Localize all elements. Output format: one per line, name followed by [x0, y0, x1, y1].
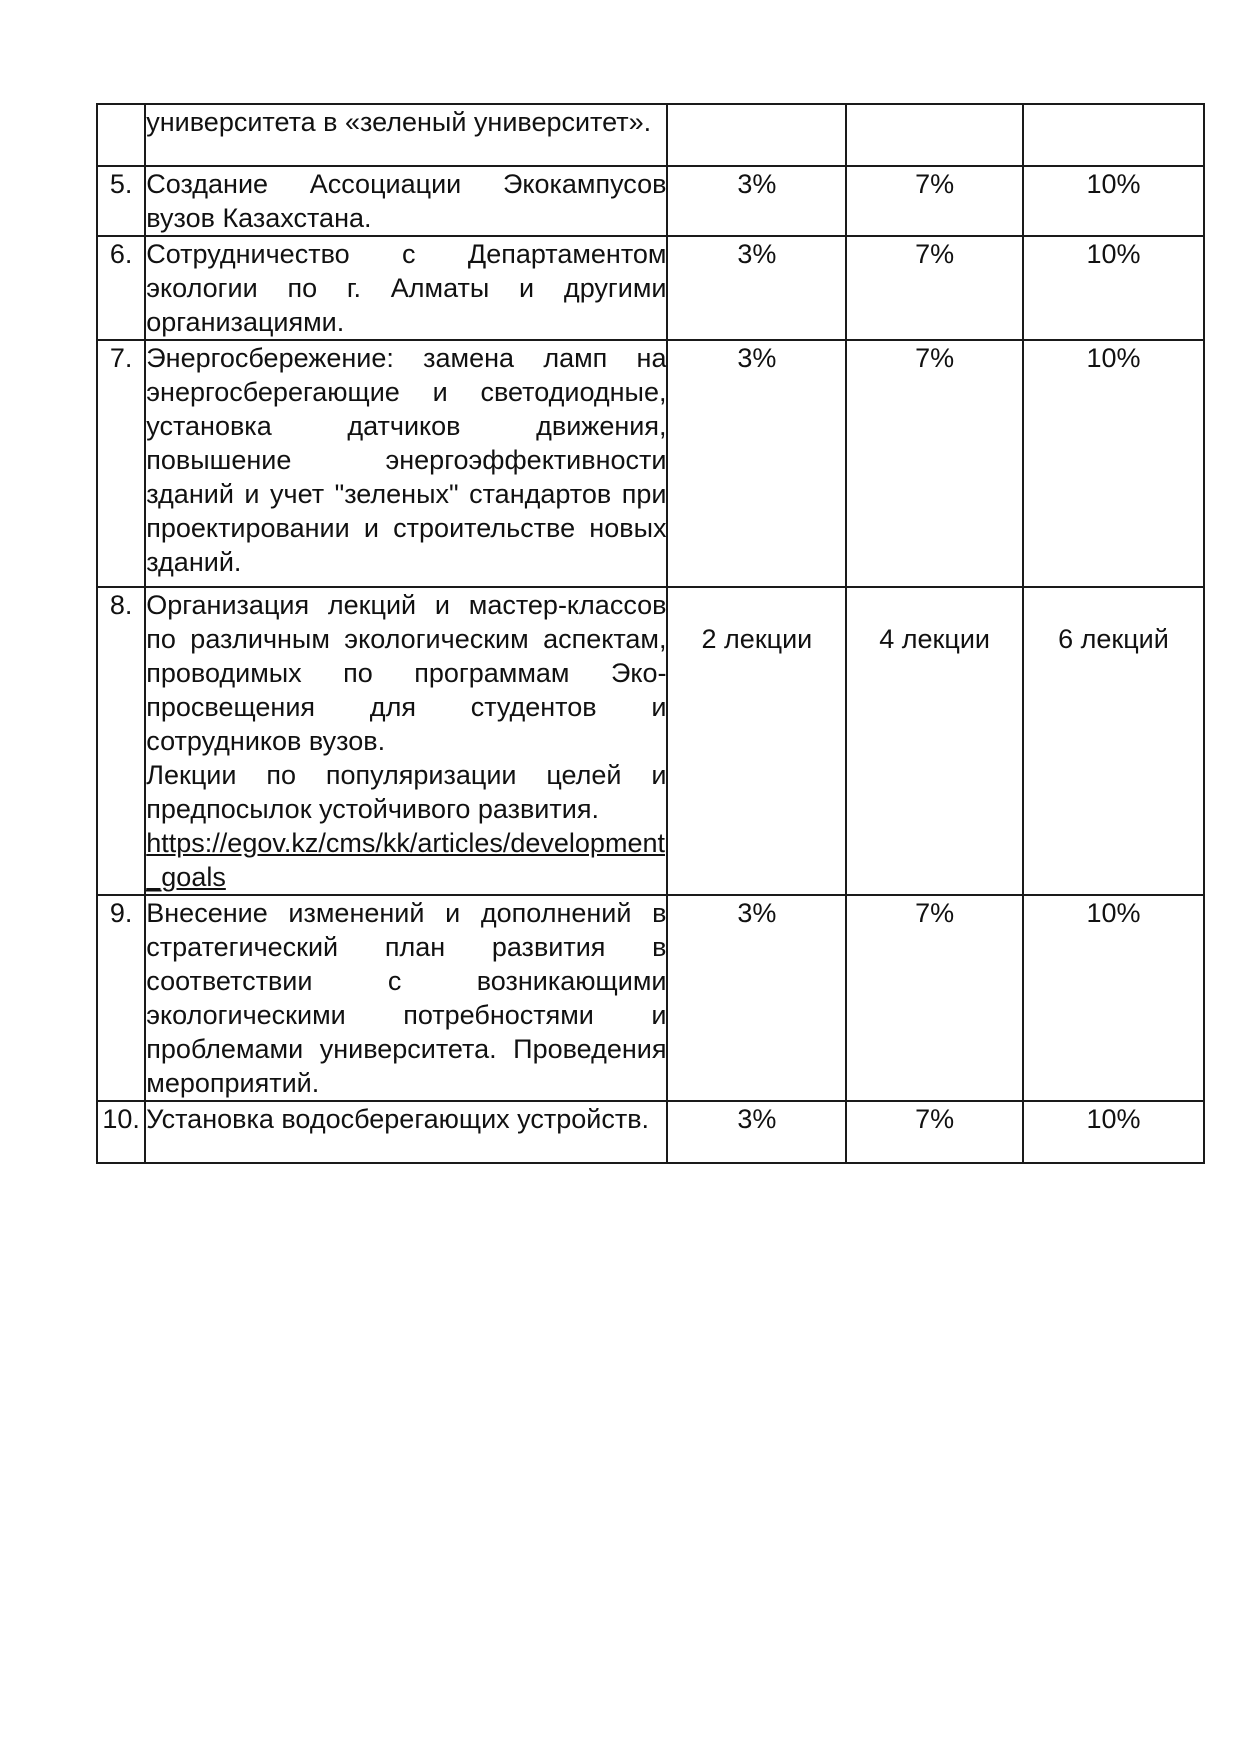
row-number: 10.: [97, 1101, 145, 1163]
row-value-1: 3%: [667, 895, 846, 1101]
row-value-2: 7%: [846, 895, 1023, 1101]
row-value-1: 3%: [667, 340, 846, 587]
row-value-2: 7%: [846, 340, 1023, 587]
row-value-3: [1023, 104, 1204, 166]
table-row: [97, 236, 1204, 340]
row-value-1: 2 лекции: [667, 587, 846, 895]
row-number: 9.: [97, 895, 145, 1101]
table-row: [97, 166, 1204, 236]
row-description: Энергосбережение: замена ламп на энергосберегающие и светодиодные, установка датчиков движения, повышение энергоэффективности зданий и учет "зеленых" стандартов при проектировании и строительстве новых зданий.: [145, 340, 667, 587]
table-row: [97, 340, 1204, 587]
row-description: [145, 587, 667, 895]
row-number: 7.: [97, 340, 145, 587]
row-description: Установка водосберегающих устройств.: [145, 1101, 667, 1163]
table-row: [97, 1101, 1204, 1163]
row-value-2: 7%: [846, 1101, 1023, 1163]
plan-table: [96, 103, 1205, 1164]
row-value-1: 3%: [667, 236, 846, 340]
row-description: Создание Ассоциации Экокампусов вузов Казахстана.: [145, 166, 667, 236]
row-value-3: 10%: [1023, 340, 1204, 587]
row-value-1: 3%: [667, 1101, 846, 1163]
goals-link[interactable]: https://egov.kz/cms/kk/articles/development_goals: [146, 828, 665, 892]
row-number: 6.: [97, 236, 145, 340]
row-description: Сотрудничество с Департаментом экологии по г. Алматы и другими организациями.: [145, 236, 667, 340]
row-value-1: 3%: [667, 166, 846, 236]
row-number: 8.: [97, 587, 145, 895]
table-row: [97, 587, 1204, 895]
row-value-2: [846, 104, 1023, 166]
row-value-2: 7%: [846, 236, 1023, 340]
row-value-3: 6 лекций: [1023, 587, 1204, 895]
row-value-1: [667, 104, 846, 166]
row-value-2: 7%: [846, 166, 1023, 236]
row-value-3: 10%: [1023, 1101, 1204, 1163]
row-value-3: 10%: [1023, 166, 1204, 236]
row-value-3: 10%: [1023, 895, 1204, 1101]
row-description: университета в «зеленый университет».: [145, 104, 667, 166]
row-value-3: 10%: [1023, 236, 1204, 340]
row-value-2: 4 лекции: [846, 587, 1023, 895]
table-row: [97, 895, 1204, 1101]
row-description-text-2: Лекции по популяризации целей и предпосылок устойчивого развития.: [146, 760, 667, 824]
table-row: [97, 104, 1204, 166]
row-number: 5.: [97, 166, 145, 236]
row-description-text: Организация лекций и мастер-классов по различным экологическим аспектам, проводимых по программам Эко-просвещения для студентов и сотрудников вузов.: [146, 590, 667, 756]
row-description: Внесение изменений и дополнений в стратегический план развития в соответствии с возникающими экологическими потребностями и проблемами университета. Проведения мероприятий.: [145, 895, 667, 1101]
row-number: [97, 104, 145, 166]
